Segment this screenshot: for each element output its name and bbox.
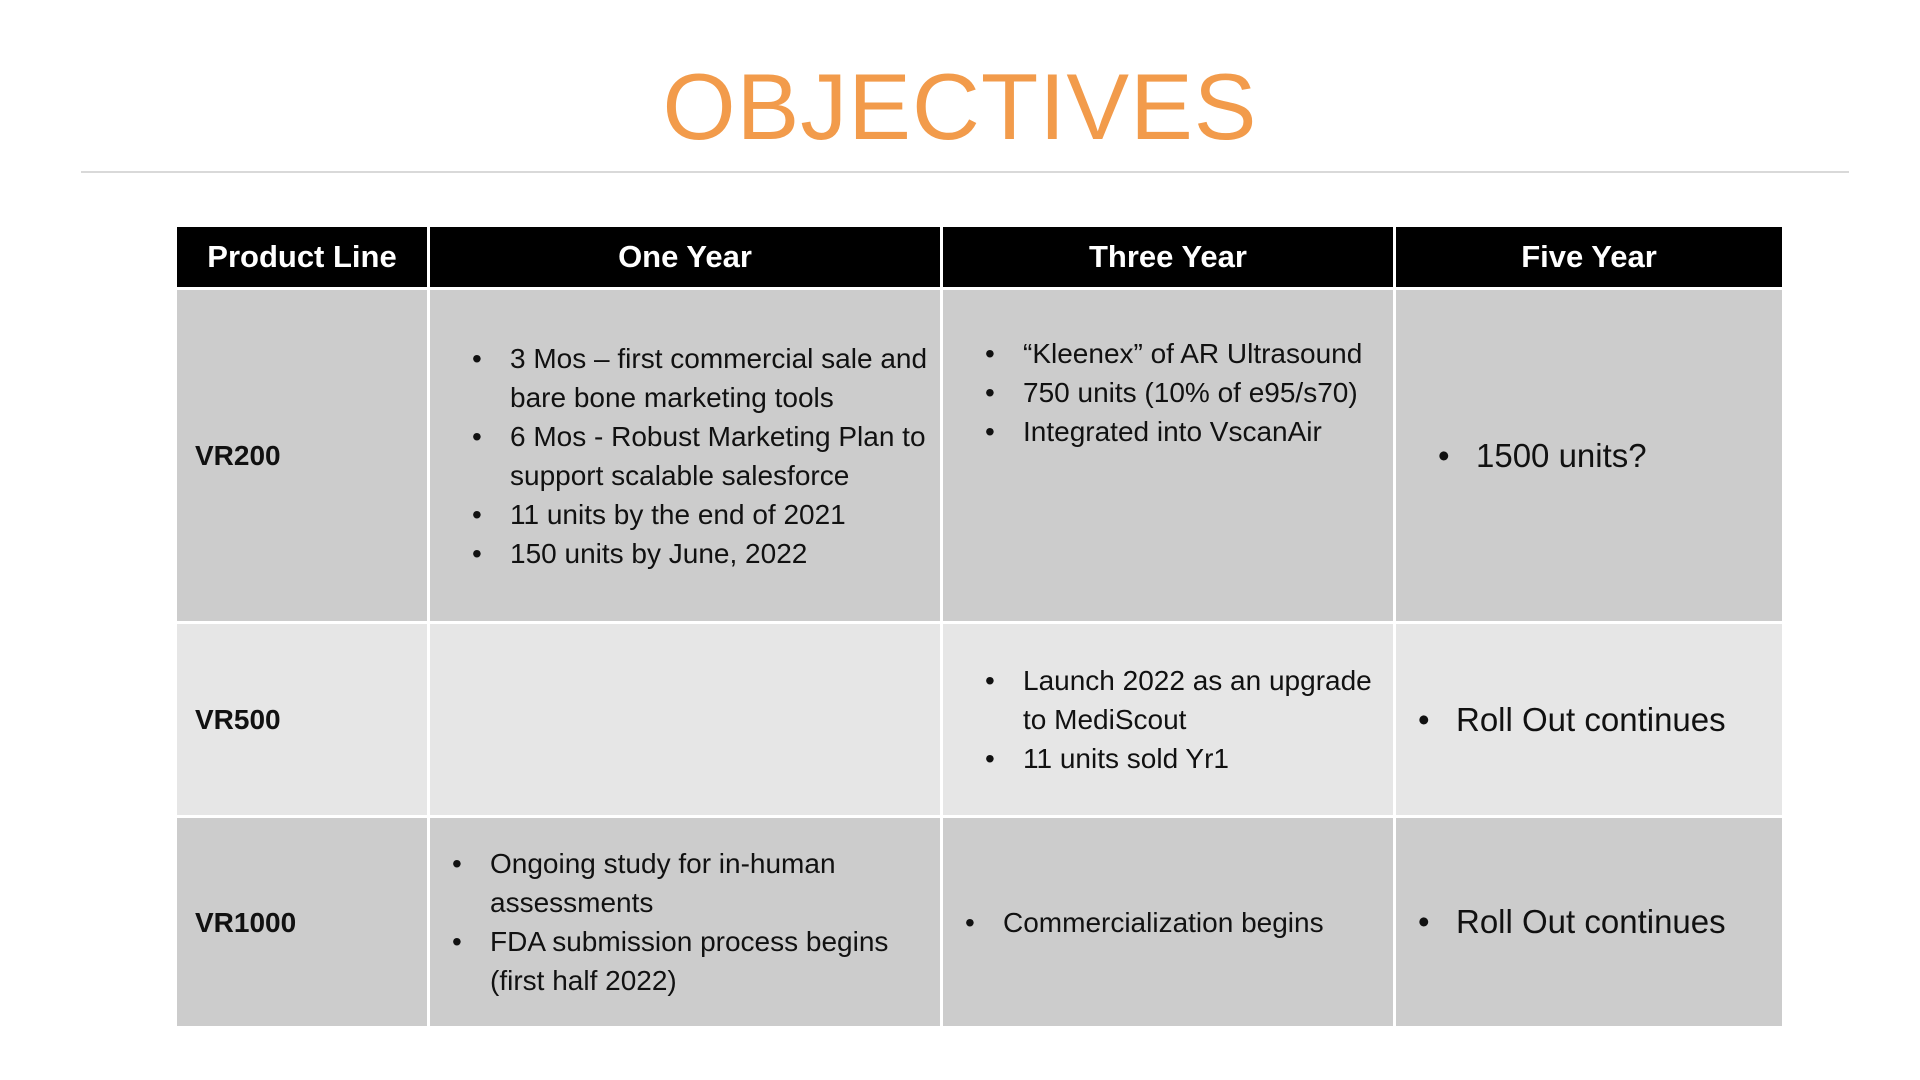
bullet-icon: •: [985, 743, 995, 774]
header-three-year: Three Year: [942, 226, 1395, 289]
table-row: [176, 817, 1784, 1028]
bullet-list: [967, 661, 1383, 778]
bullet-icon: •: [452, 926, 462, 957]
header-one-year: One Year: [429, 226, 942, 289]
list-item: • 6 Mos - Robust Marketing Plan to support scalable salesforce: [454, 417, 930, 495]
list-item: • 11 units by the end of 2021: [454, 495, 930, 534]
list-item: • 1500 units?: [1420, 434, 1772, 478]
three-year-cell: [942, 623, 1395, 817]
bullet-icon: •: [472, 498, 482, 530]
bullet-icon: •: [452, 848, 462, 879]
bullet-icon: •: [472, 537, 482, 569]
list-item: • 3 Mos – first commercial sale and bare bone marketing tools: [454, 339, 930, 417]
bullet-icon: •: [985, 416, 995, 447]
bullet-icon: •: [472, 342, 482, 374]
bullet-list: [434, 844, 930, 1000]
bullet-icon: •: [985, 338, 995, 369]
one-year-cell: [429, 817, 942, 1028]
list-item: • Roll Out continues: [1400, 698, 1772, 742]
bullet-icon: •: [1418, 903, 1430, 940]
list-item: • Integrated into VscanAir: [967, 412, 1383, 451]
bullet-icon: •: [472, 420, 482, 452]
three-year-cell: [942, 817, 1395, 1028]
list-item: • Commercialization begins: [947, 903, 1383, 942]
bullet-list: [1400, 900, 1772, 944]
list-item: • FDA submission process begins (first half 2022): [434, 922, 930, 1000]
header-five-year: Five Year: [1395, 226, 1784, 289]
list-item: • “Kleenex” of AR Ultrasound: [967, 334, 1383, 373]
product-cell: VR500: [176, 623, 429, 817]
bullet-list: [947, 903, 1383, 942]
list-item: • Ongoing study for in-human assessments: [434, 844, 930, 922]
table-header-row: [176, 226, 1784, 289]
bullet-icon: •: [1418, 700, 1430, 738]
list-item: • Roll Out continues: [1400, 900, 1772, 944]
bullet-icon: •: [985, 665, 995, 696]
table-row: [176, 289, 1784, 623]
bullet-list: [1400, 698, 1772, 742]
list-item: • Launch 2022 as an upgrade to MediScout: [967, 661, 1383, 739]
five-year-cell: [1395, 623, 1784, 817]
bullet-icon: •: [985, 377, 995, 408]
header-product-line: Product Line: [176, 226, 429, 289]
product-cell: VR200: [176, 289, 429, 623]
title-divider: [81, 171, 1849, 173]
one-year-cell: [429, 289, 942, 623]
bullet-list: [1420, 434, 1772, 478]
table-row: [176, 623, 1784, 817]
five-year-cell: [1395, 817, 1784, 1028]
bullet-icon: •: [965, 906, 975, 938]
five-year-cell: [1395, 289, 1784, 623]
bullet-list: [454, 339, 930, 573]
one-year-cell: [429, 623, 942, 817]
bullet-icon: •: [1438, 436, 1450, 474]
list-item: • 11 units sold Yr1: [967, 739, 1383, 778]
three-year-cell: [942, 289, 1395, 623]
product-cell: VR1000: [176, 817, 429, 1028]
list-item: • 150 units by June, 2022: [454, 534, 930, 573]
objectives-table: [174, 224, 1785, 1029]
slide-title: OBJECTIVES: [662, 54, 1258, 159]
bullet-list: [967, 334, 1383, 451]
list-item: • 750 units (10% of e95/s70): [967, 373, 1383, 412]
